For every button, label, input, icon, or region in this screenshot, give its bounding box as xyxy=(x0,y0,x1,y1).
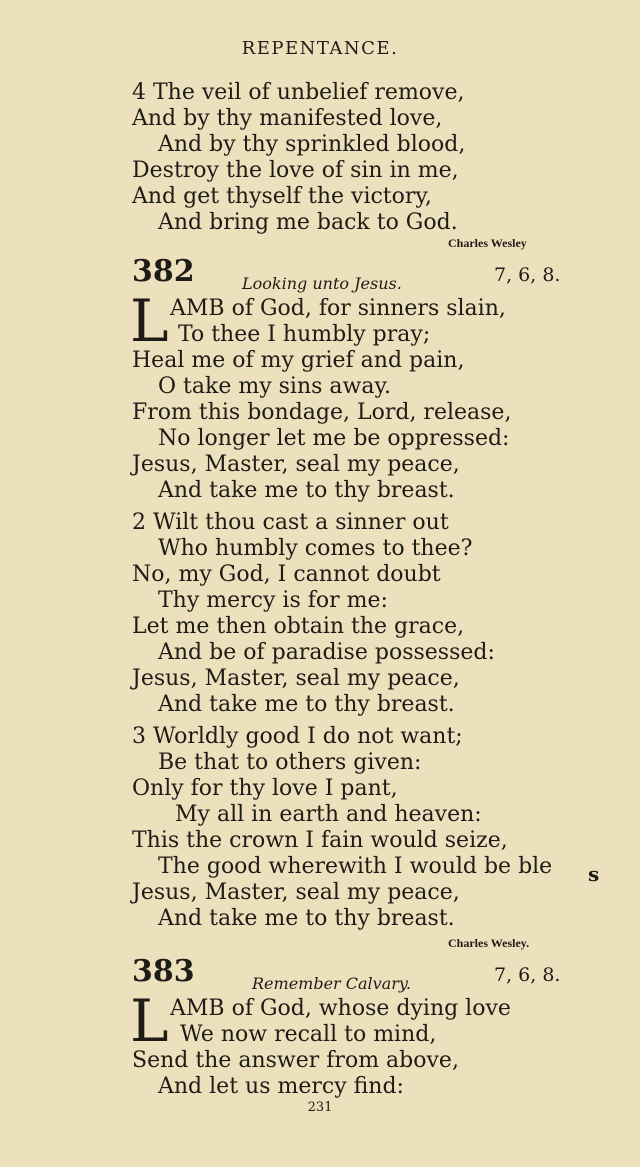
verse-line: No longer let me be oppressed: xyxy=(158,426,510,451)
drop-cap: L xyxy=(130,987,169,1055)
verse-line: And get thyself the victory, xyxy=(132,184,432,209)
verse-line: The good wherewith I would be ble xyxy=(158,854,553,879)
verse-line: AMB of God, for sinners slain, xyxy=(170,296,506,321)
verse-line: And bring me back to God. xyxy=(158,210,458,235)
verse-line: Send the answer from above, xyxy=(132,1048,459,1073)
verse-line: And be of paradise possessed: xyxy=(158,640,495,665)
hymn-number: 382 xyxy=(132,254,195,289)
author-attribution: Charles Wesley xyxy=(448,236,527,250)
verse-line: And take me to thy breast. xyxy=(158,906,455,931)
verse-line: This the crown I fain would seize, xyxy=(132,828,508,853)
margin-mark: s xyxy=(588,862,600,886)
verse-line: Let me then obtain the grace, xyxy=(132,614,465,639)
verse-line: O take my sins away. xyxy=(158,374,391,399)
hymn-meter: 7, 6, 8. xyxy=(494,264,561,286)
page-header: REPENTANCE. xyxy=(241,38,399,59)
verse-line: From this bondage, Lord, release, xyxy=(132,400,512,425)
verse-line: AMB of God, whose dying love xyxy=(170,996,511,1021)
hymn-title: Remember Calvary. xyxy=(252,974,411,993)
verse-line: And let us mercy find: xyxy=(158,1074,404,1099)
verse-line: And by thy sprinkled blood, xyxy=(158,132,466,157)
hymn-number: 383 xyxy=(132,954,195,989)
verse-line: Destroy the love of sin in me, xyxy=(132,158,459,183)
verse-line: And take me to thy breast. xyxy=(158,478,455,503)
verse-line: 4 The veil of unbelief remove, xyxy=(132,80,465,105)
verse-line: We now recall to mind, xyxy=(180,1022,437,1047)
verse-line: My all in earth and heaven: xyxy=(175,802,482,827)
author-attribution: Charles Wesley. xyxy=(448,936,530,950)
verse-line: No, my God, I cannot doubt xyxy=(132,562,441,587)
hymn-meter: 7, 6, 8. xyxy=(494,964,561,986)
verse-line: To thee I humbly pray; xyxy=(178,322,431,347)
hymn-title: Looking unto Jesus. xyxy=(242,274,402,293)
hymn-383-heading xyxy=(0,954,640,994)
verse-line: Jesus, Master, seal my peace, xyxy=(132,880,460,905)
verse-line: Be that to others given: xyxy=(158,750,422,775)
drop-cap: L xyxy=(130,287,169,355)
hymn-382-heading xyxy=(0,254,640,294)
verse-line: Only for thy love I pant, xyxy=(132,776,398,801)
verse-line: Heal me of my grief and pain, xyxy=(132,348,465,373)
verse-line: 2 Wilt thou cast a sinner out xyxy=(132,510,449,535)
verse-line: Who humbly comes to thee? xyxy=(158,536,473,561)
verse-line: Jesus, Master, seal my peace, xyxy=(132,666,460,691)
page-number: 231 xyxy=(307,1100,333,1115)
verse-line: Jesus, Master, seal my peace, xyxy=(132,452,460,477)
verse-line: 3 Worldly good I do not want; xyxy=(132,724,463,749)
verse-line: And by thy manifested love, xyxy=(132,106,443,131)
verse-line: Thy mercy is for me: xyxy=(158,588,388,613)
verse-line: And take me to thy breast. xyxy=(158,692,455,717)
